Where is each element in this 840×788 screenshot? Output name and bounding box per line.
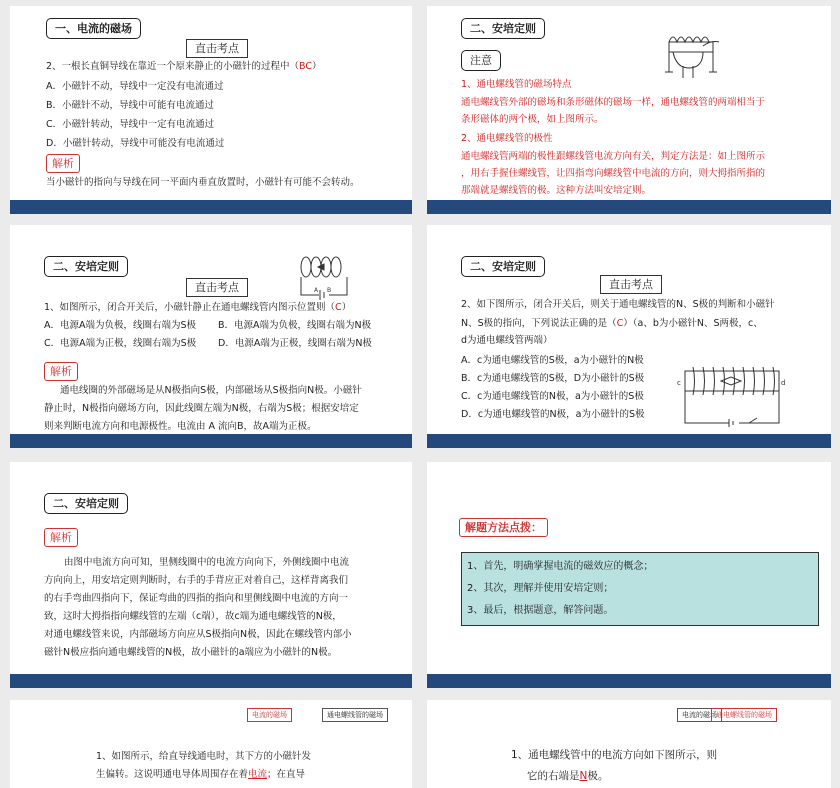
- end-c-label: c: [677, 379, 681, 387]
- note-label: 注意: [461, 50, 501, 71]
- option-a: A．电源A端为负极，线圈右端为S极: [44, 320, 197, 331]
- analysis-line-1: 由图中电流方向可知，里侧线圈中的电流方向向下，外侧线圈中电流: [64, 557, 350, 568]
- section-heading: 二、安培定则: [44, 256, 128, 277]
- footer-band: [427, 674, 831, 688]
- footer-band: [427, 434, 831, 448]
- tab-solenoid-magnetic-field[interactable]: 通电螺线管的磁场: [322, 708, 388, 722]
- footer-band: [10, 674, 412, 688]
- option-d: D．电源A端为正极，线圈右端为N极: [218, 338, 372, 349]
- option-c: C．电源A端为正极，线圈右端为S极: [44, 338, 197, 349]
- section-heading: 二、安培定则: [461, 256, 545, 277]
- tab-current-magnetic-field[interactable]: 电流的磁场: [247, 708, 292, 722]
- analysis-line-1: 通电线圈的外部磁场是从N极指向S极，内部磁场从S极指向N极。小磁针: [60, 385, 362, 396]
- right-hand-solenoid-figure: [659, 28, 723, 84]
- analysis-line-3: 的右手弯曲四指向下，保证弯曲的四指的指向和里侧线圈中电流的方向一: [44, 593, 349, 604]
- answer: C: [335, 302, 342, 313]
- slide-3[interactable]: [10, 225, 412, 448]
- question-line-1: 1、如图所示，给直导线通电时，其下方的小磁针发: [96, 751, 312, 762]
- point-2-title: 2、通电螺线管的极性: [461, 133, 553, 144]
- analysis-line-2: 静止时，N极指向磁场方向，因此线圈左端为N极，右端为S极；根据安培定: [44, 403, 359, 414]
- option-c: C．c为通电螺线管的N极，a为小磁针的S极: [461, 391, 644, 402]
- point-1-line-2: 条形磁体的两个极，如上图所示。: [461, 114, 604, 125]
- footer-band: [427, 200, 831, 214]
- option-b: B．c为通电螺线管的S极，D为小磁针的S极: [461, 373, 645, 384]
- tab-solenoid-magnetic-field[interactable]: 通电螺线管的磁场: [711, 708, 777, 722]
- option-b: B．小磁针不动，导线中可能有电流通过: [46, 100, 215, 111]
- option-d: D．c为通电螺线管的N极，a为小磁针的S极: [461, 409, 645, 420]
- point-2-line-2: ，用右手握住螺线管，让四指弯向螺线管中电流的方向，则大拇指所指的: [461, 168, 766, 179]
- key-point-tag: 直击考点: [186, 278, 248, 297]
- point-2-line-3: 那端就是螺线管的极。这种方法叫安培定则。: [461, 185, 652, 196]
- analysis-label: 解析: [44, 528, 78, 547]
- tip-2: 2、其次，理解并使用安培定则；: [467, 583, 614, 594]
- option-a: A．小磁针不动，导线中一定没有电流通过: [46, 81, 224, 92]
- slide-8[interactable]: [427, 700, 831, 788]
- option-a: A．c为通电螺线管的S极，a为小磁针的N极: [461, 355, 644, 366]
- solenoid-circuit-figure: [296, 253, 352, 301]
- slide-2[interactable]: [427, 6, 831, 214]
- question-line-2: 它的右端是N极。: [527, 770, 609, 782]
- question-line-2: 生偏转。这说明通电导体周围存在着电流；在直导: [96, 769, 306, 780]
- terminal-b-label: B: [327, 287, 332, 294]
- analysis-text: 当小磁针的指向与导线在同一平面内垂直放置时，小磁针有可能不会转动。: [46, 177, 360, 188]
- tab-current-magnetic-field[interactable]: 电流的磁场: [677, 708, 722, 722]
- section-heading: 解题方法点拨：: [459, 518, 548, 537]
- analysis-label: 解析: [46, 154, 80, 173]
- question-line-2: N、S极的指向，下列说法正确的是（C）（a、b为小磁针N、S两极，c、: [461, 318, 763, 329]
- footer-band: [10, 200, 412, 214]
- option-d: D．小磁针转动，导线中可能没有电流通过: [46, 138, 225, 149]
- section-heading: 一、电流的磁场: [46, 18, 141, 39]
- slide-5[interactable]: [10, 462, 412, 688]
- terminal-a-label: A: [314, 287, 319, 294]
- tip-1: 1、首先，明确掌握电流的磁效应的概念；: [467, 561, 654, 572]
- answer: C: [616, 318, 624, 329]
- footer-band: [10, 434, 412, 448]
- point-2-line-1: 通电螺线管两端的极性跟螺线管电流方向有关，判定方法是：如上图所示: [461, 151, 766, 162]
- slide-7[interactable]: [10, 700, 412, 788]
- analysis-line-6: 磁针N极应指向通电螺线管的N极，故小磁针的a端应为小磁针的N极。: [44, 647, 338, 658]
- question: 2、一根长直铜导线在靠近一个原来静止的小磁针的过程中（BC）: [46, 61, 322, 72]
- answer: BC: [299, 61, 313, 72]
- point-1-title: 1、通电螺线管的磁场特点: [461, 79, 572, 90]
- point-1-line-1: 通电螺线管外部的磁场和条形磁体的磁场一样，通电螺线管的两端相当于: [461, 97, 766, 108]
- slide-6[interactable]: [427, 462, 831, 688]
- fill-blank-answer: 电流: [248, 769, 268, 780]
- solenoid-compass-figure: [677, 361, 787, 431]
- analysis-line-3: 则来判断电流方向和电源极性。电流由 A 流向B，故A端为正极。: [44, 421, 317, 432]
- question-line-1: 2、如下图所示，闭合开关后，则关于通电螺线管的N、S极的判断和小磁针: [461, 299, 775, 310]
- key-point-tag: 直击考点: [600, 275, 662, 294]
- option-c: C．小磁针转动，导线中一定有电流通过: [46, 119, 215, 130]
- analysis-label: 解析: [44, 362, 78, 381]
- fill-blank-answer: N: [579, 770, 588, 782]
- question-line-3: d为通电螺线管两端）: [461, 335, 553, 346]
- option-b: B．电源A端为负极，线圈右端为N极: [218, 320, 372, 331]
- slide-1[interactable]: [10, 6, 412, 214]
- question-line-1: 1、通电螺线管中的电流方向如下图所示，则: [511, 749, 718, 761]
- section-heading: 二、安培定则: [461, 18, 545, 39]
- analysis-line-4: 致，这时大拇指指向螺线管的左端（c端），故c端为通电螺线管的N极，: [44, 611, 342, 622]
- question: 1、如图所示，闭合开关后，小磁针静止在通电螺线管内图示位置则（C）: [44, 302, 352, 313]
- analysis-line-5: 对通电螺线管来说，内部磁场方向应从S极指向N极，因此在螺线管内部小: [44, 629, 352, 640]
- section-heading: 二、安培定则: [44, 493, 128, 514]
- end-d-label: d: [781, 379, 786, 387]
- tip-3: 3、最后，根据题意，解答问题。: [467, 605, 614, 616]
- analysis-line-2: 方向向上，用安培定则判断时，右手的手背应正对着自己，这样背离我们: [44, 575, 349, 586]
- key-point-tag: 直击考点: [186, 39, 248, 58]
- slide-4[interactable]: [427, 225, 831, 448]
